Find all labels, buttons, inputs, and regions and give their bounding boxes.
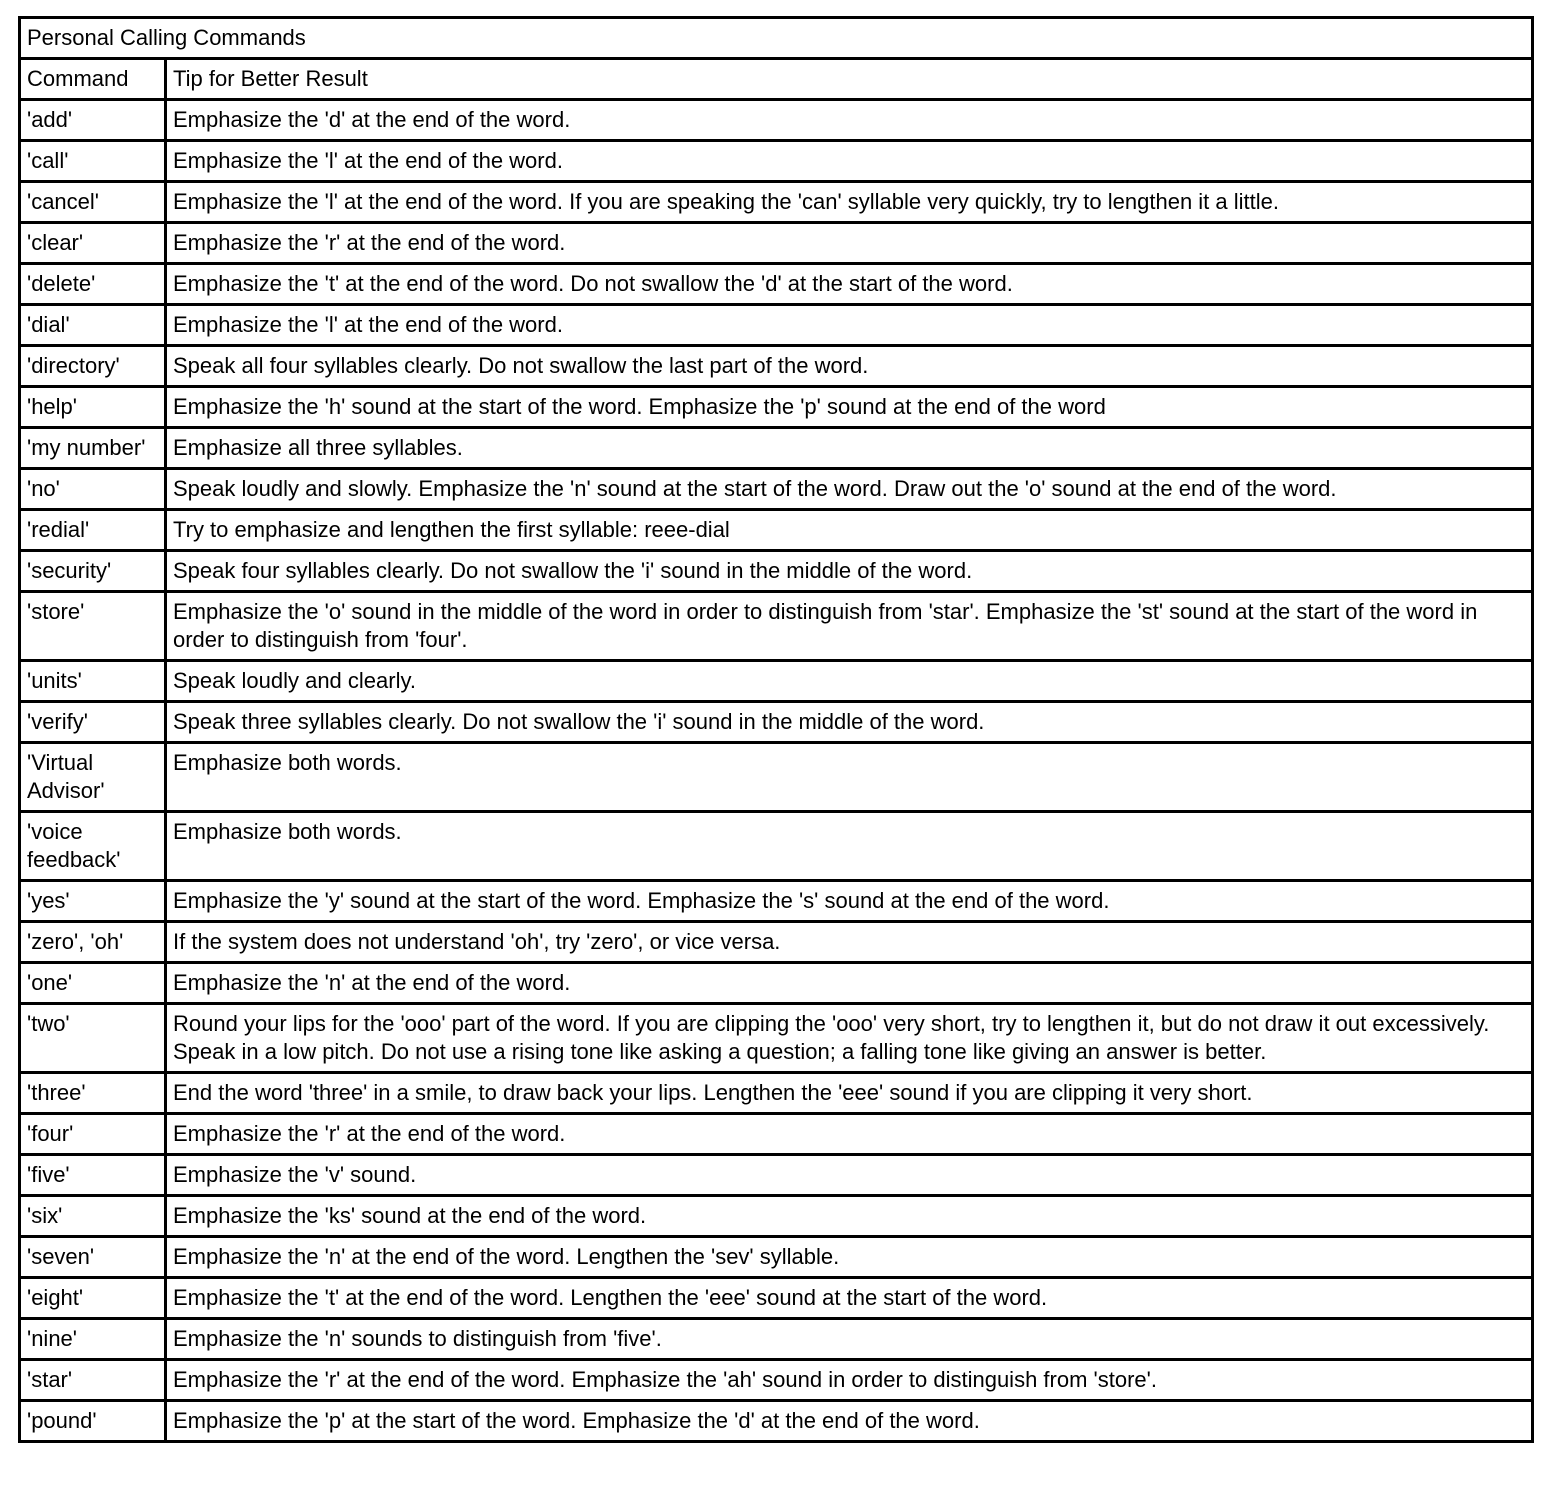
command-cell: 'cancel' (20, 182, 166, 223)
command-cell: 'six' (20, 1196, 166, 1237)
command-cell: 'star' (20, 1360, 166, 1401)
tip-cell: Emphasize the 'o' sound in the middle of the word in order to distinguish from 'star'. Emphasize the 'st' sound at the start of the word in order to distinguish from 'four'. (166, 592, 1533, 661)
table-row (20, 881, 1533, 922)
tip-cell: Emphasize the 't' at the end of the word. Do not swallow the 'd' at the start of the word. (166, 264, 1533, 305)
table-body (20, 100, 1533, 1442)
table-row (20, 702, 1533, 743)
table-row (20, 1073, 1533, 1114)
command-cell: 'zero', 'oh' (20, 922, 166, 963)
table-row (20, 1319, 1533, 1360)
table-row (20, 1196, 1533, 1237)
tip-cell: Emphasize the 'l' at the end of the word. (166, 141, 1533, 182)
tip-cell: Emphasize the 't' at the end of the word. Lengthen the 'eee' sound at the start of the word. (166, 1278, 1533, 1319)
command-cell: 'five' (20, 1155, 166, 1196)
command-cell: 'four' (20, 1114, 166, 1155)
command-cell: 'three' (20, 1073, 166, 1114)
tip-cell: Try to emphasize and lengthen the first syllable: reee-dial (166, 510, 1533, 551)
column-header-tip: Tip for Better Result (166, 59, 1533, 100)
command-cell: 'add' (20, 100, 166, 141)
table-row (20, 551, 1533, 592)
table-row (20, 1004, 1533, 1073)
command-cell: 'voice feedback' (20, 812, 166, 881)
tip-cell: Emphasize both words. (166, 812, 1533, 881)
command-cell: 'Virtual Advisor' (20, 743, 166, 812)
tip-cell: Speak loudly and clearly. (166, 661, 1533, 702)
tip-cell: Emphasize the 'ks' sound at the end of the word. (166, 1196, 1533, 1237)
command-cell: 'units' (20, 661, 166, 702)
tip-cell: Emphasize the 'r' at the end of the word. (166, 223, 1533, 264)
column-header-command: Command (20, 59, 166, 100)
tip-cell: Emphasize the 'h' sound at the start of the word. Emphasize the 'p' sound at the end of the word (166, 387, 1533, 428)
tip-cell: Emphasize the 'l' at the end of the word. If you are speaking the 'can' syllable very quickly, try to lengthen it a little. (166, 182, 1533, 223)
command-cell: 'seven' (20, 1237, 166, 1278)
table-row (20, 182, 1533, 223)
table-row (20, 812, 1533, 881)
tip-cell: End the word 'three' in a smile, to draw back your lips. Lengthen the 'eee' sound if you are clipping it very short. (166, 1073, 1533, 1114)
tip-cell: Emphasize the 'r' at the end of the word. Emphasize the 'ah' sound in order to distinguish from 'store'. (166, 1360, 1533, 1401)
tip-cell: Emphasize the 'p' at the start of the word. Emphasize the 'd' at the end of the word. (166, 1401, 1533, 1442)
tip-cell: Emphasize the 'l' at the end of the word. (166, 305, 1533, 346)
table-row (20, 1155, 1533, 1196)
command-cell: 'delete' (20, 264, 166, 305)
tip-cell: Round your lips for the 'ooo' part of the word. If you are clipping the 'ooo' very short, try to lengthen it, but do not draw it out excessively. Speak in a low pitch. Do not use a rising tone like asking a question; a falling tone like giving an answer is better. (166, 1004, 1533, 1073)
table-row (20, 592, 1533, 661)
table-title-row (20, 18, 1533, 59)
tip-cell: Emphasize the 'v' sound. (166, 1155, 1533, 1196)
command-cell: 'help' (20, 387, 166, 428)
table-row (20, 469, 1533, 510)
table-row (20, 1360, 1533, 1401)
table-row (20, 100, 1533, 141)
command-cell: 'redial' (20, 510, 166, 551)
command-cell: 'eight' (20, 1278, 166, 1319)
command-cell: 'clear' (20, 223, 166, 264)
table-row (20, 1237, 1533, 1278)
tip-cell: Emphasize the 'd' at the end of the word. (166, 100, 1533, 141)
tip-cell: Speak three syllables clearly. Do not swallow the 'i' sound in the middle of the word. (166, 702, 1533, 743)
command-cell: 'yes' (20, 881, 166, 922)
table-row (20, 387, 1533, 428)
tip-cell: Emphasize the 'r' at the end of the word. (166, 1114, 1533, 1155)
command-cell: 'one' (20, 963, 166, 1004)
command-cell: 'security' (20, 551, 166, 592)
table-row (20, 1401, 1533, 1442)
command-cell: 'directory' (20, 346, 166, 387)
tip-cell: Emphasize the 'y' sound at the start of the word. Emphasize the 's' sound at the end of the word. (166, 881, 1533, 922)
table-row (20, 223, 1533, 264)
command-cell: 'pound' (20, 1401, 166, 1442)
command-cell: 'call' (20, 141, 166, 182)
table-title: Personal Calling Commands (20, 18, 1533, 59)
table-row (20, 141, 1533, 182)
table-row (20, 743, 1533, 812)
tip-cell: Emphasize all three syllables. (166, 428, 1533, 469)
tip-cell: Speak loudly and slowly. Emphasize the 'n' sound at the start of the word. Draw out the 'o' sound at the end of the word. (166, 469, 1533, 510)
commands-table (18, 16, 1534, 1443)
command-cell: 'verify' (20, 702, 166, 743)
table-row (20, 428, 1533, 469)
table-row (20, 510, 1533, 551)
table-row (20, 305, 1533, 346)
table-row (20, 1278, 1533, 1319)
table-row (20, 661, 1533, 702)
tip-cell: Emphasize the 'n' sounds to distinguish from 'five'. (166, 1319, 1533, 1360)
table-row (20, 1114, 1533, 1155)
document (18, 16, 1534, 1443)
command-cell: 'two' (20, 1004, 166, 1073)
tip-cell: Speak four syllables clearly. Do not swallow the 'i' sound in the middle of the word. (166, 551, 1533, 592)
table-row (20, 264, 1533, 305)
table-row (20, 346, 1533, 387)
tip-cell: Emphasize the 'n' at the end of the word. Lengthen the 'sev' syllable. (166, 1237, 1533, 1278)
command-cell: 'dial' (20, 305, 166, 346)
tip-cell: If the system does not understand 'oh', try 'zero', or vice versa. (166, 922, 1533, 963)
command-cell: 'nine' (20, 1319, 166, 1360)
tip-cell: Emphasize both words. (166, 743, 1533, 812)
tip-cell: Emphasize the 'n' at the end of the word. (166, 963, 1533, 1004)
table-row (20, 922, 1533, 963)
tip-cell: Speak all four syllables clearly. Do not swallow the last part of the word. (166, 346, 1533, 387)
table-row (20, 963, 1533, 1004)
command-cell: 'store' (20, 592, 166, 661)
command-cell: 'no' (20, 469, 166, 510)
table-header-row (20, 59, 1533, 100)
command-cell: 'my number' (20, 428, 166, 469)
